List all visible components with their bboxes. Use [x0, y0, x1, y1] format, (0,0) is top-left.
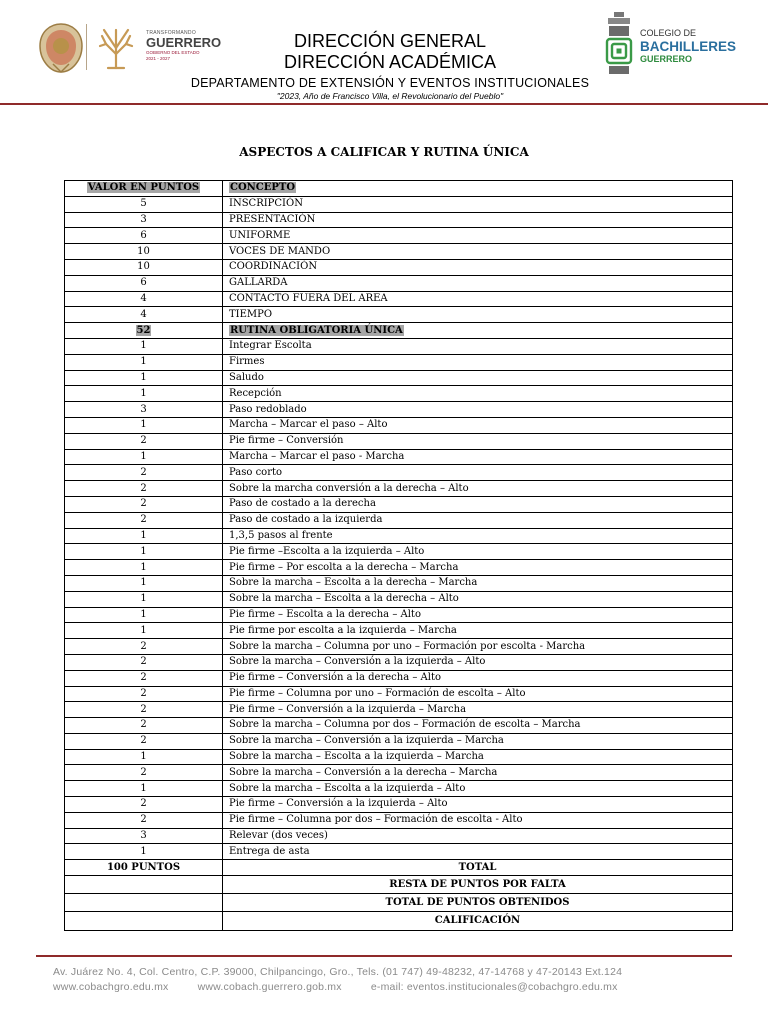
concept-text: RUTINA OBLIGATORIA ÚNICA	[230, 324, 403, 336]
table-row	[65, 433, 733, 449]
value-cell: 1	[65, 370, 223, 386]
value-cell: 2	[65, 639, 223, 655]
table-row	[65, 512, 733, 528]
concept-cell: PRESENTACIÓN	[223, 212, 733, 228]
deduction-row	[65, 876, 733, 894]
concept-cell: Pie firme por escolta a la izquierda – Marcha	[223, 623, 733, 639]
title-direccion-academica: DIRECCIÓN ACADÉMICA	[283, 52, 497, 72]
concept-cell: Sobre la marcha – Conversión a la derecha – Marcha	[223, 765, 733, 781]
total-row-value: 100 PUNTOS	[65, 860, 223, 876]
value-cell: 2	[65, 812, 223, 828]
table-row	[65, 481, 733, 497]
value-cell: 2	[65, 481, 223, 497]
gro-years-text: 2021 - 2027	[146, 56, 171, 61]
value-cell: 2	[65, 433, 223, 449]
value-cell: 5	[65, 196, 223, 212]
footer-web-2[interactable]: www.cobach.guerrero.gob.mx	[197, 981, 342, 993]
cobach-logo-icon	[604, 12, 634, 76]
concept-cell: TIEMPO	[223, 307, 733, 323]
table-row	[65, 575, 733, 591]
table-row	[65, 307, 733, 323]
header-value-label: VALOR EN PUNTOS	[87, 182, 200, 194]
table-row	[65, 323, 733, 339]
total-row	[65, 860, 733, 876]
concept-cell: COORDINACIÓN	[223, 259, 733, 275]
gro-big-text: GUERRERO	[146, 35, 222, 50]
value-cell: 3	[65, 402, 223, 418]
total-row-label: TOTAL	[223, 860, 733, 876]
cobach-line3: GUERRERO	[640, 54, 693, 64]
table-row	[65, 228, 733, 244]
grade-row-value	[65, 912, 223, 930]
value-cell	[65, 323, 223, 339]
concept-cell	[223, 323, 733, 339]
table-row	[65, 449, 733, 465]
table-row	[65, 639, 733, 655]
value-cell: 4	[65, 307, 223, 323]
value-cell: 10	[65, 244, 223, 260]
table-row	[65, 196, 733, 212]
table-row	[65, 496, 733, 512]
table-row	[65, 212, 733, 228]
value-cell: 6	[65, 275, 223, 291]
concept-cell: GALLARDA	[223, 275, 733, 291]
value-cell: 1	[65, 528, 223, 544]
concept-cell: Firmes	[223, 354, 733, 370]
concept-cell: Sobre la marcha – Conversión a la izquierda – Alto	[223, 654, 733, 670]
concept-cell: Paso corto	[223, 465, 733, 481]
table-row	[65, 544, 733, 560]
concept-cell: VOCES DE MANDO	[223, 244, 733, 260]
value-cell: 1	[65, 749, 223, 765]
table-row	[65, 702, 733, 718]
value-cell: 2	[65, 797, 223, 813]
state-seal-icon	[38, 22, 84, 74]
concept-cell: Pie firme – Columna por uno – Formación de escolta – Alto	[223, 686, 733, 702]
value-cell: 2	[65, 686, 223, 702]
value-cell: 2	[65, 512, 223, 528]
table-row	[65, 686, 733, 702]
value-cell: 1	[65, 607, 223, 623]
table-header-row	[65, 181, 733, 197]
table-row	[65, 797, 733, 813]
value-cell: 2	[65, 765, 223, 781]
value-cell: 1	[65, 591, 223, 607]
table-row	[65, 291, 733, 307]
concept-cell: Sobre la marcha – Columna por dos – Formación de escolta – Marcha	[223, 718, 733, 734]
table-row	[65, 733, 733, 749]
footer-address: Av. Juárez No. 4, Col. Centro, C.P. 39000, Chilpancingo, Gro., Tels. (01 747) 49-48232, 47-14768 y 47-20143 Ext.124	[53, 966, 623, 978]
value-cell: 2	[65, 670, 223, 686]
value-cell: 1	[65, 844, 223, 860]
value-cell: 1	[65, 781, 223, 797]
grade-row-label: CALIFICACIÓN	[223, 912, 733, 930]
concept-cell: Sobre la marcha – Escolta a la derecha – Alto	[223, 591, 733, 607]
header-concept-cell	[223, 181, 733, 197]
header-value-cell	[65, 181, 223, 197]
table-row	[65, 244, 733, 260]
header-titles	[180, 31, 600, 102]
document-title: ASPECTOS A CALIFICAR Y RUTINA ÚNICA	[239, 145, 529, 159]
table-row	[65, 417, 733, 433]
concept-cell: 1,3,5 pasos al frente	[223, 528, 733, 544]
header-concept-label: CONCEPTO	[230, 182, 296, 194]
concept-cell: Pie firme – Columna por dos – Formación de escolta - Alto	[223, 812, 733, 828]
obtained-row-label: TOTAL DE PUNTOS OBTENIDOS	[223, 894, 733, 912]
table-row	[65, 465, 733, 481]
value-cell: 1	[65, 338, 223, 354]
concept-cell: Paso de costado a la izquierda	[223, 512, 733, 528]
department-name: DEPARTAMENTO DE EXTENSIÓN Y EVENTOS INSTITUCIONALES	[190, 76, 590, 90]
value-cell: 1	[65, 623, 223, 639]
table-row	[65, 654, 733, 670]
table-row	[65, 402, 733, 418]
table-row	[65, 354, 733, 370]
footer-rule	[36, 955, 732, 957]
concept-cell: Paso de costado a la derecha	[223, 496, 733, 512]
value-cell: 1	[65, 449, 223, 465]
table-row	[65, 812, 733, 828]
header-divider	[86, 24, 87, 70]
table-row	[65, 670, 733, 686]
concept-cell: Sobre la marcha – Escolta a la izquierda – Marcha	[223, 749, 733, 765]
value-cell: 2	[65, 733, 223, 749]
concept-cell: Pie firme – Conversión a la derecha – Alto	[223, 670, 733, 686]
footer-contacts	[53, 980, 644, 995]
concept-cell: Pie firme – Conversión a la izquierda – Marcha	[223, 702, 733, 718]
guerrero-tree-logo-icon	[92, 24, 140, 72]
concept-cell: Sobre la marcha – Escolta a la derecha – Marcha	[223, 575, 733, 591]
value-cell: 1	[65, 560, 223, 576]
value-cell: 1	[65, 575, 223, 591]
value-cell: 3	[65, 212, 223, 228]
concept-cell: CONTACTO FUERA DEL AREA	[223, 291, 733, 307]
concept-cell: Sobre la marcha – Escolta a la izquierda – Alto	[223, 781, 733, 797]
table-row	[65, 718, 733, 734]
value-cell: 1	[65, 386, 223, 402]
concept-cell: Marcha – Marcar el paso – Alto	[223, 417, 733, 433]
table-row	[65, 338, 733, 354]
value-cell: 3	[65, 828, 223, 844]
footer-email[interactable]: e-mail: eventos.institucionales@cobachgro.edu.mx	[370, 981, 618, 993]
table-row	[65, 781, 733, 797]
concept-cell: Pie firme –Escolta a la izquierda – Alto	[223, 544, 733, 560]
table-row	[65, 844, 733, 860]
concept-cell: Sobre la marcha conversión a la derecha – Alto	[223, 481, 733, 497]
concept-cell: Recepción	[223, 386, 733, 402]
value-cell: 1	[65, 417, 223, 433]
concept-cell: Pie firme – Por escolta a la derecha – Marcha	[223, 560, 733, 576]
value-cell: 2	[65, 702, 223, 718]
value-cell: 6	[65, 228, 223, 244]
value-cell: 1	[65, 544, 223, 560]
footer	[53, 965, 644, 995]
concept-cell: Marcha – Marcar el paso - Marcha	[223, 449, 733, 465]
header-rule	[0, 103, 768, 105]
table-row	[65, 749, 733, 765]
obtained-row-value	[65, 894, 223, 912]
gro-small-text: TRANSFORMANDO	[146, 30, 197, 36]
value-text: 52	[136, 324, 151, 336]
deduction-row-value	[65, 876, 223, 894]
deduction-row-label: RESTA DE PUNTOS POR FALTA	[223, 876, 733, 894]
value-cell: 10	[65, 259, 223, 275]
table-row	[65, 591, 733, 607]
value-cell: 2	[65, 718, 223, 734]
concept-cell: Entrega de asta	[223, 844, 733, 860]
concept-cell: Pie firme – Escolta a la derecha – Alto	[223, 607, 733, 623]
table-row	[65, 386, 733, 402]
concept-cell: INSCRIPCIÓN	[223, 196, 733, 212]
footer-web-1[interactable]: www.cobachgro.edu.mx	[53, 981, 169, 993]
concept-cell: Paso redoblado	[223, 402, 733, 418]
concept-cell: Pie firme – Conversión	[223, 433, 733, 449]
table-row	[65, 607, 733, 623]
table-row	[65, 828, 733, 844]
year-motto: "2023, Año de Francisco Villa, el Revolucionario del Pueblo"	[276, 91, 504, 101]
concept-cell: Integrar Escolta	[223, 338, 733, 354]
table-row	[65, 623, 733, 639]
concept-cell: Saludo	[223, 370, 733, 386]
value-cell: 4	[65, 291, 223, 307]
table-row	[65, 259, 733, 275]
table-row	[65, 765, 733, 781]
cobach-wordmark	[640, 28, 736, 65]
table-row	[65, 370, 733, 386]
table-row	[65, 560, 733, 576]
concept-cell: Sobre la marcha – Columna por uno – Formación por escolta - Marcha	[223, 639, 733, 655]
value-cell: 2	[65, 496, 223, 512]
table-row	[65, 528, 733, 544]
value-cell: 1	[65, 354, 223, 370]
letterhead	[0, 0, 768, 108]
value-cell: 2	[65, 465, 223, 481]
concept-cell: Pie firme – Conversión a la izquierda – Alto	[223, 797, 733, 813]
concept-cell: Sobre la marcha – Conversión a la izquierda – Marcha	[223, 733, 733, 749]
value-cell: 2	[65, 654, 223, 670]
obtained-row	[65, 894, 733, 912]
gro-sub-text: GOBIERNO DEL ESTADO	[146, 50, 200, 55]
cobach-line2: BACHILLERES	[640, 39, 737, 54]
table-row	[65, 275, 733, 291]
scoring-table	[64, 180, 733, 931]
concept-cell: UNIFORME	[223, 228, 733, 244]
grade-row	[65, 912, 733, 930]
concept-cell: Relevar (dos veces)	[223, 828, 733, 844]
cobach-line1: COLEGIO DE	[640, 28, 697, 38]
title-direccion-general: DIRECCIÓN GENERAL	[293, 31, 487, 51]
